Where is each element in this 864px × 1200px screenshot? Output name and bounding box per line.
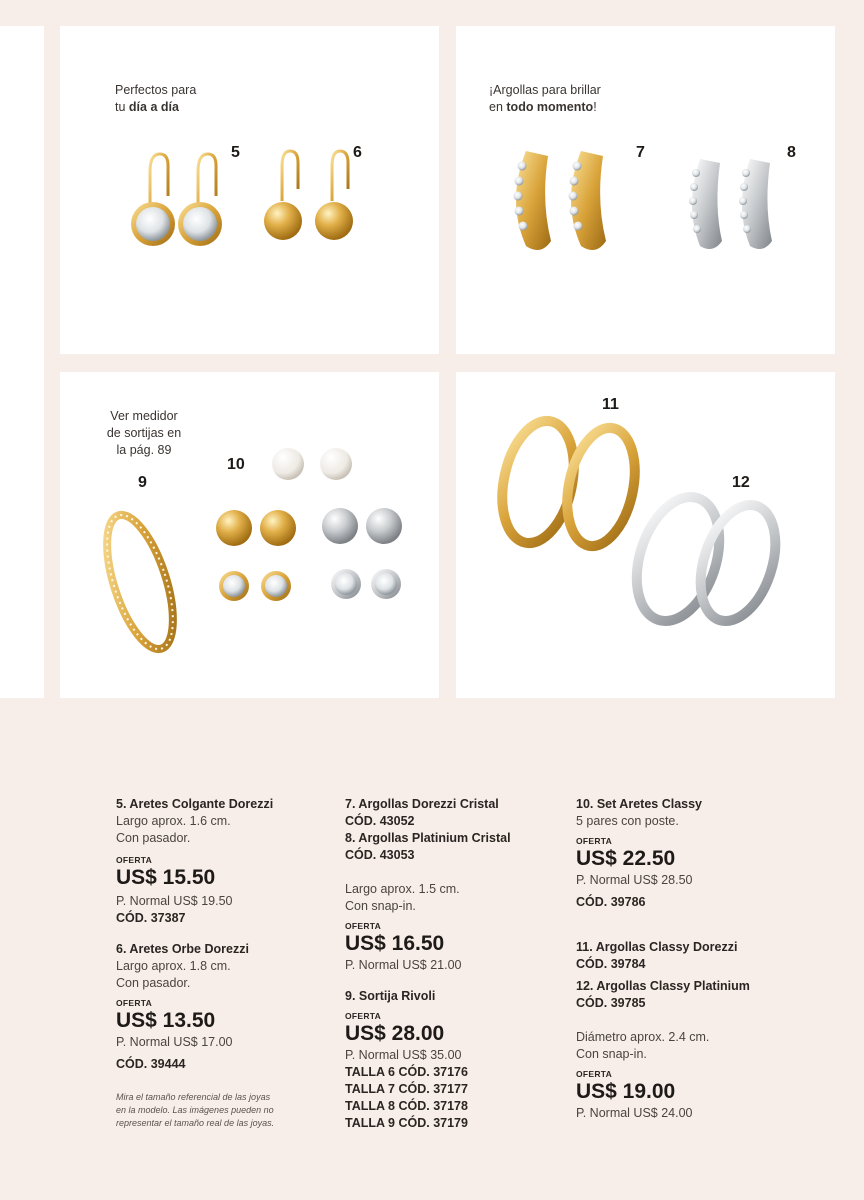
product-number-8: 8: [787, 144, 796, 161]
product-number-6: 6: [353, 144, 362, 161]
product-name-6: 6. Aretes Orbe Dorezzi: [116, 942, 249, 956]
product-desc: Con pasador.: [116, 831, 191, 845]
caption-text: tu: [115, 100, 129, 114]
product-desc: Largo aprox. 1.5 cm.: [345, 882, 460, 896]
product-code: CÓD. 39786: [576, 895, 646, 909]
product-panel-5-6: [60, 26, 439, 354]
product-number-9: 9: [138, 474, 147, 491]
crystal-drop-earrings-image: [120, 136, 250, 256]
product-name-10: 10. Set Aretes Classy: [576, 797, 703, 811]
product-desc: Largo aprox. 1.6 cm.: [116, 814, 231, 828]
normal-price: P. Normal US$ 19.50: [116, 894, 233, 908]
product-column-2: [345, 796, 555, 1132]
panel-caption: [115, 82, 196, 116]
disclaimer-note: Mira el tamaño referencial de las joyas en la modelo. Las imágenes pueden no representar el tamaño real de las joyas.: [116, 1092, 275, 1128]
size-code-7: TALLA 7 CÓD. 37177: [345, 1082, 468, 1096]
offer-price: US$ 28.00: [345, 1022, 445, 1045]
size-code-9: TALLA 9 CÓD. 37179: [345, 1116, 468, 1130]
product-code: CÓD. 43053: [345, 848, 415, 862]
product-panel-7-8: [456, 26, 835, 354]
caption-line: Ver medidor: [110, 409, 178, 423]
product-panel-9-10: [60, 372, 439, 698]
product-desc: Con snap-in.: [345, 899, 416, 913]
product-desc: Largo aprox. 1.8 cm.: [116, 959, 231, 973]
product-name-7: 7. Argollas Dorezzi Cristal: [345, 797, 499, 811]
product-code: CÓD. 43052: [345, 814, 415, 828]
panel-caption: [489, 82, 601, 116]
silver-hoops-image: [626, 487, 796, 637]
gold-ball-earrings-image: [260, 141, 370, 251]
offer-label: OFERTA: [116, 998, 153, 1008]
product-number-5: 5: [231, 144, 240, 161]
normal-price: P. Normal US$ 24.00: [576, 1106, 693, 1120]
offer-price: US$ 13.50: [116, 1009, 216, 1032]
product-number-10: 10: [227, 456, 245, 473]
product-code: CÓD. 37387: [116, 911, 186, 925]
product-name-11: 11. Argollas Classy Dorezzi: [576, 940, 738, 954]
caption-text: !: [593, 100, 597, 114]
product-name-12: 12. Argollas Classy Platinium: [576, 979, 750, 993]
product-name-8: 8. Argollas Platinium Cristal: [345, 831, 511, 845]
caption-bold: todo momento: [506, 100, 594, 114]
offer-price: US$ 16.50: [345, 932, 445, 955]
left-edge-panel: [0, 26, 44, 698]
product-number-11: 11: [602, 396, 619, 413]
gold-hoops-image: [496, 412, 646, 552]
size-code-8: TALLA 8 CÓD. 37178: [345, 1099, 468, 1113]
offer-label: OFERTA: [345, 921, 382, 931]
size-code-6: TALLA 6 CÓD. 37176: [345, 1065, 468, 1079]
product-name-9: 9. Sortija Rivoli: [345, 989, 436, 1003]
caption-line: de sortijas en: [106, 426, 182, 440]
caption-line: [489, 99, 601, 116]
offer-price: US$ 22.50: [576, 847, 676, 870]
offer-price: US$ 15.50: [116, 866, 216, 889]
caption-line: [115, 99, 196, 116]
product-column-1: [116, 796, 316, 1130]
product-desc: 5 pares con poste.: [576, 814, 679, 828]
offer-label: OFERTA: [576, 1069, 613, 1079]
caption-bold: día a día: [128, 100, 179, 114]
product-desc: Diámetro aprox. 2.4 cm.: [576, 1030, 710, 1044]
product-desc: Con pasador.: [116, 976, 191, 990]
normal-price: P. Normal US$ 35.00: [345, 1048, 462, 1062]
silver-crystal-hoops-image: [678, 141, 808, 271]
product-code: CÓD. 39444: [116, 1057, 186, 1071]
product-column-3: [576, 796, 796, 1122]
caption-line: ¡Argollas para brillar: [489, 83, 601, 97]
product-name-5: 5. Aretes Colgante Dorezzi: [116, 797, 274, 811]
classy-earring-set-image: [210, 440, 410, 610]
caption-text: en: [489, 100, 507, 114]
product-desc: Con snap-in.: [576, 1047, 647, 1061]
caption-line: Perfectos para: [115, 83, 197, 97]
normal-price: P. Normal US$ 28.50: [576, 873, 693, 887]
normal-price: P. Normal US$ 21.00: [345, 958, 462, 972]
product-number-12: 12: [732, 474, 750, 491]
offer-label: OFERTA: [116, 855, 153, 865]
offer-price: US$ 19.00: [576, 1080, 676, 1103]
product-panel-11-12: [456, 372, 835, 698]
caption-line: la pág. 89: [116, 443, 172, 457]
offer-label: OFERTA: [345, 1011, 382, 1021]
product-number-7: 7: [636, 144, 645, 161]
panel-caption: [98, 408, 190, 459]
offer-label: OFERTA: [576, 836, 613, 846]
normal-price: P. Normal US$ 17.00: [116, 1035, 233, 1049]
rivoli-ring-image: [90, 502, 200, 662]
product-code: CÓD. 39785: [576, 996, 646, 1010]
product-code: CÓD. 39784: [576, 957, 646, 971]
gold-crystal-hoops-image: [496, 131, 636, 271]
